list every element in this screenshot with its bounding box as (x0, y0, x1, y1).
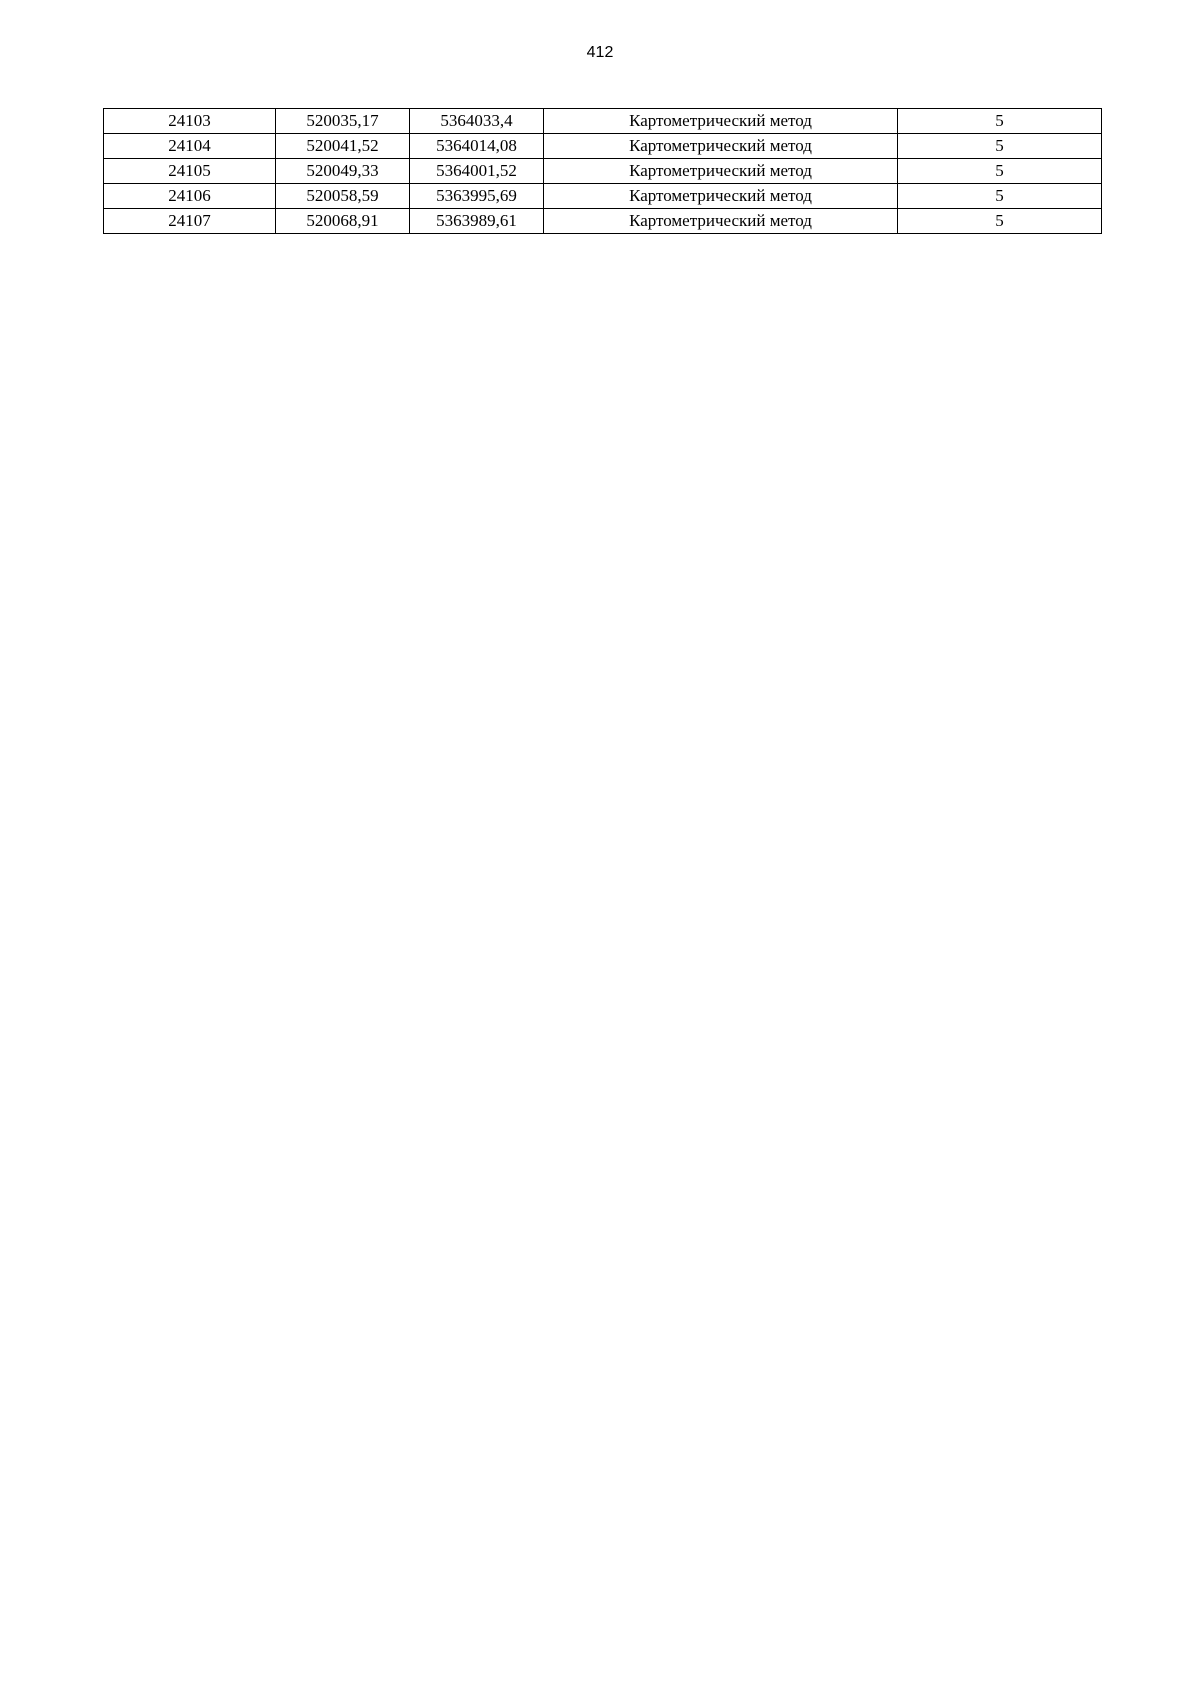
table-row (104, 184, 1102, 209)
method-cell: Картометрический метод (544, 209, 898, 234)
table-row (104, 109, 1102, 134)
table-row (104, 209, 1102, 234)
x-coordinate-cell: 520049,33 (276, 159, 410, 184)
accuracy-cell: 5 (898, 184, 1102, 209)
method-cell: Картометрический метод (544, 159, 898, 184)
point-number-cell: 24106 (104, 184, 276, 209)
y-coordinate-cell: 5364033,4 (410, 109, 544, 134)
page-number: 412 (586, 44, 614, 61)
x-coordinate-cell: 520068,91 (276, 209, 410, 234)
point-number-cell: 24103 (104, 109, 276, 134)
x-coordinate-cell: 520058,59 (276, 184, 410, 209)
y-coordinate-cell: 5363995,69 (410, 184, 544, 209)
table-row (104, 159, 1102, 184)
point-number-cell: 24104 (104, 134, 276, 159)
accuracy-cell: 5 (898, 159, 1102, 184)
x-coordinate-cell: 520035,17 (276, 109, 410, 134)
y-coordinate-cell: 5364001,52 (410, 159, 544, 184)
method-cell: Картометрический метод (544, 134, 898, 159)
table-body (104, 109, 1102, 234)
table-row (104, 134, 1102, 159)
x-coordinate-cell: 520041,52 (276, 134, 410, 159)
y-coordinate-cell: 5363989,61 (410, 209, 544, 234)
y-coordinate-cell: 5364014,08 (410, 134, 544, 159)
method-cell: Картометрический метод (544, 184, 898, 209)
coordinates-table (103, 108, 1102, 234)
accuracy-cell: 5 (898, 134, 1102, 159)
point-number-cell: 24107 (104, 209, 276, 234)
accuracy-cell: 5 (898, 209, 1102, 234)
point-number-cell: 24105 (104, 159, 276, 184)
accuracy-cell: 5 (898, 109, 1102, 134)
method-cell: Картометрический метод (544, 109, 898, 134)
